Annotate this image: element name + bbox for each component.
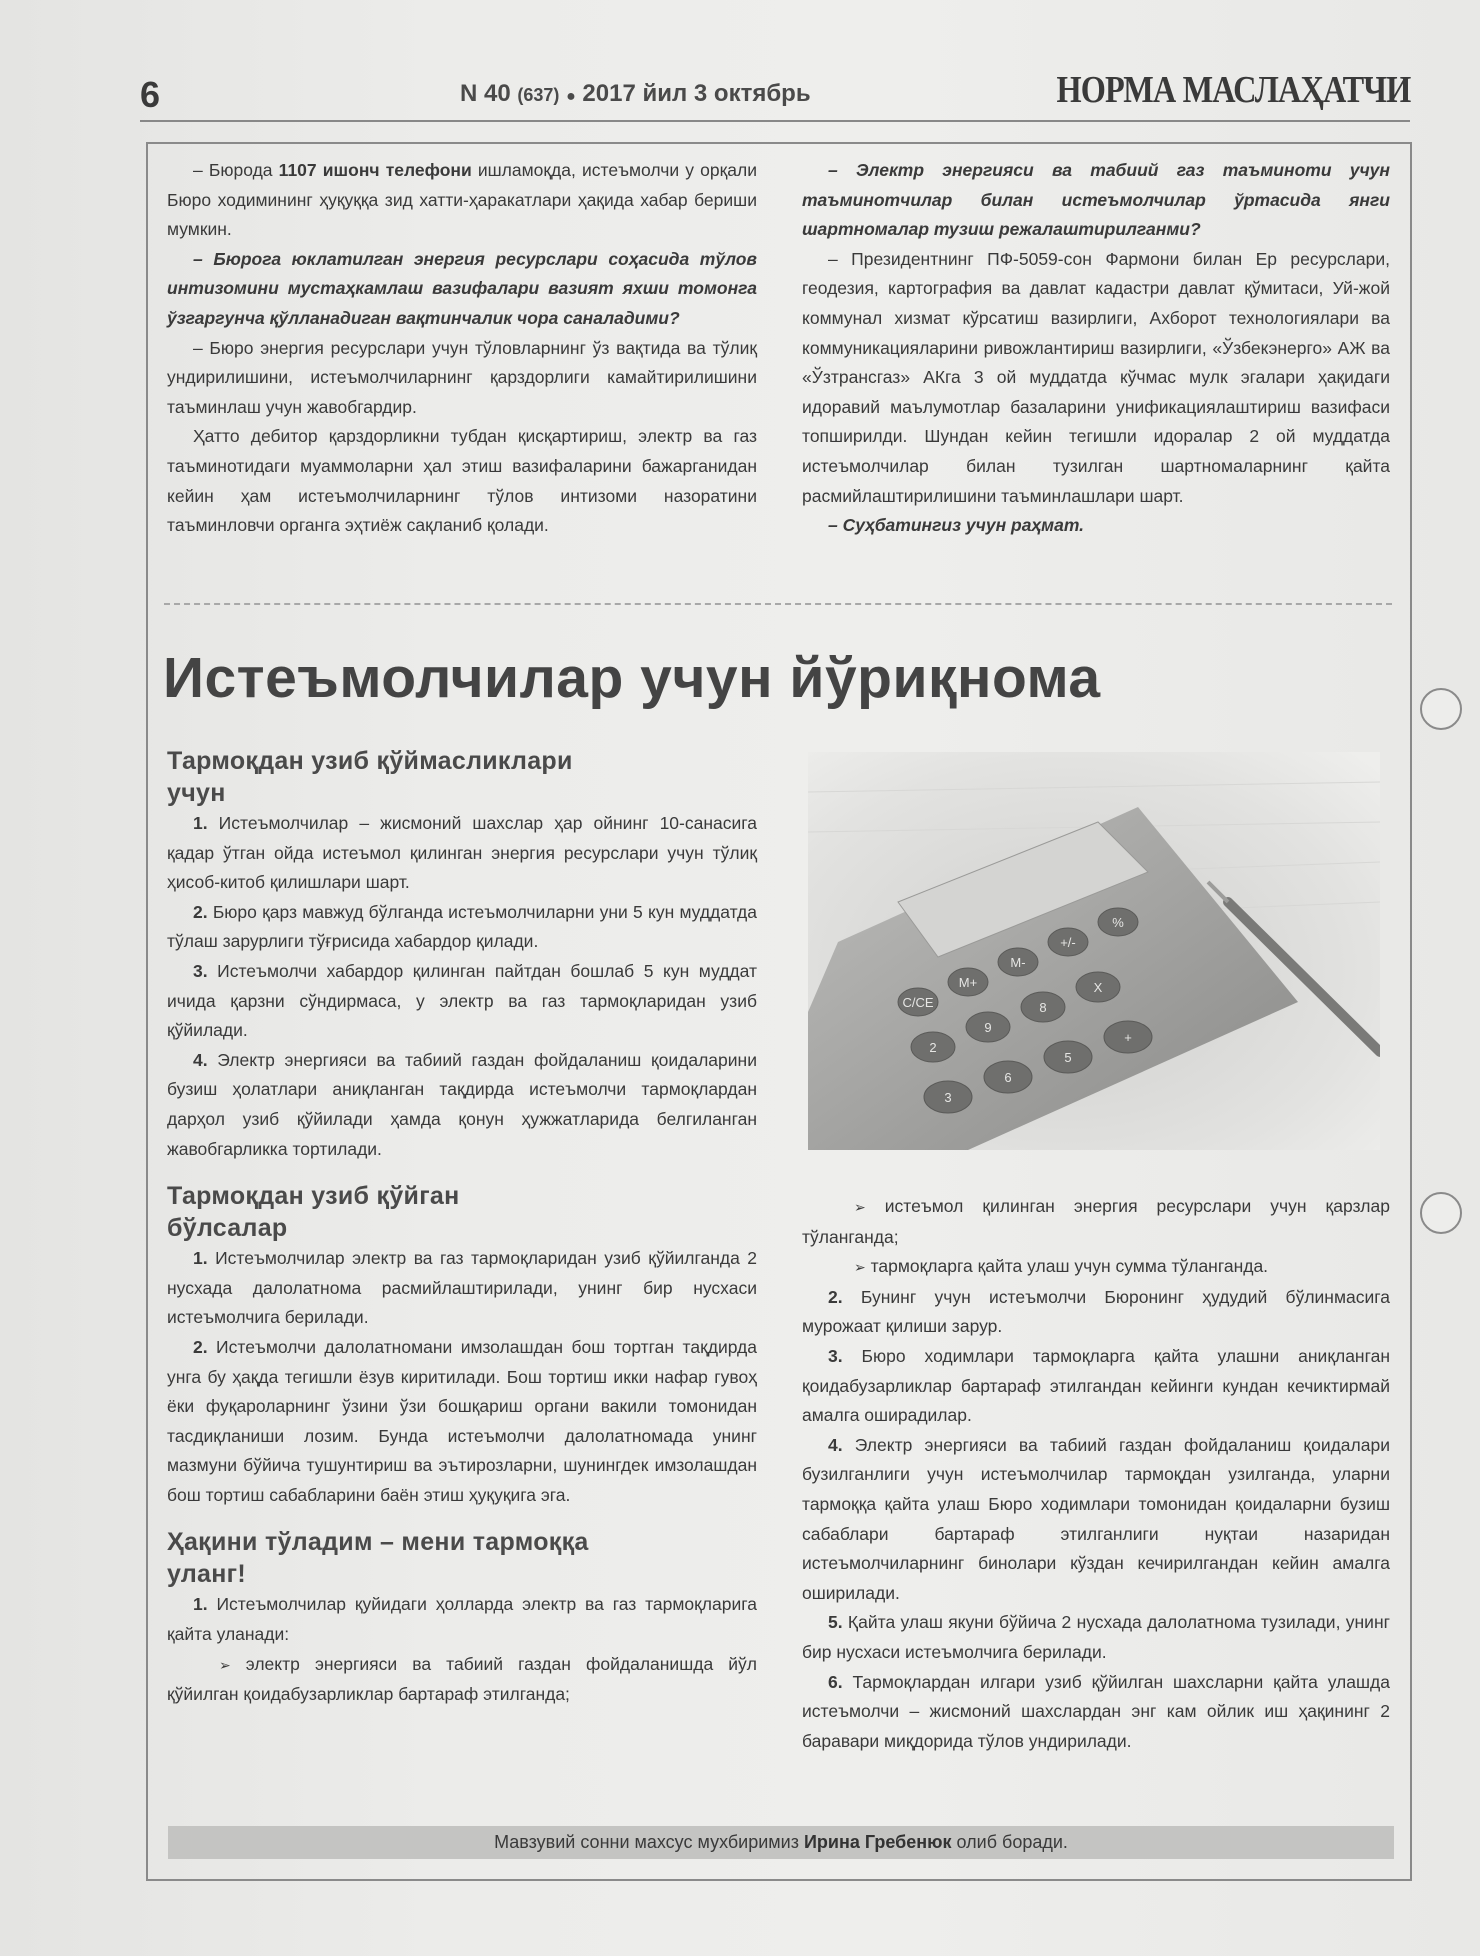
s1-list <box>167 809 757 1164</box>
calculator-key-label: + <box>1124 1030 1132 1045</box>
question: – Бюрога юклатилган энергия ресурслари соҳасида тўлов интизомини мустаҳкамлаш вазифалари вазият яхши томонга ўзгаргунча қўлланадиган вақтинчалик чора саналадими? <box>167 248 757 328</box>
page-header <box>140 66 1410 118</box>
bullet-icon: ● <box>566 88 576 105</box>
interview-left-column <box>167 156 757 541</box>
calculator-key-label: 2 <box>929 1040 937 1055</box>
calculator-key-label: 6 <box>1004 1070 1012 1085</box>
arrow-icon: ➢ <box>219 1656 231 1673</box>
punch-hole <box>1420 688 1462 730</box>
calculator-key-label: M+ <box>958 975 978 990</box>
list-item: 2. Бюро қарз мавжуд бўлганда истеъмолчиларни уни 5 кун муддатда тўлаш зарурлиги тўғрисида хабардор қилади. <box>167 901 757 952</box>
section-heading: Тармоқдан узиб қўймасликлари учун <box>167 747 573 807</box>
issue-number: N 40 <box>460 80 511 107</box>
bullet-item: ➢ истеъмол қилинган энергия ресурслари учун қарзлар тўланганда; <box>802 1192 1390 1252</box>
bullet-item: ➢ тармоқларга қайта улаш учун сумма тўланганда. <box>802 1252 1390 1283</box>
calculator-key-label: +/- <box>1060 935 1076 950</box>
punch-hole <box>1420 1192 1462 1234</box>
list-item: 1. Истеъмолчилар электр ва газ тармоқларидан узиб қўйилганда 2 нусхада далолатнома расмийлаштирилади, унинг бир нусхаси истеъмолчига берилади. <box>167 1248 757 1328</box>
author-credit-bar: Мавзувий сонни махсус мухбиримиз Ирина Гребенюк олиб боради. <box>168 1826 1394 1859</box>
bullet-item: ➢ электр энергияси ва табиий газдан фойдаланишда йўл қўйилган қоидабузарликлар бартараф этилганда; <box>167 1650 757 1710</box>
list-item: 2. Истеъмолчи далолатномани имзолашдан бош тортган тақдирда унга бу ҳақда тегишли ёзув киритилади. Бош тортиш икки нафар гувоҳ ёки фуқароларнинг ўзини ўзи бошқариш органи вакили томонидан тасдиқланиши лозим. Бунда истеъмолчи далолатномада унинг мазмуни бўйича тушунтириш ва эътирозларни, шунингдек имзолашдан бош тортиш сабабларини баён этиш ҳуқуқига эга. <box>167 1336 757 1505</box>
list-item: 3. Бюро ходимлари тармоқларга қайта улашни аниқланган қоидабузарликлар бартараф этилгандан кейинги кундан кечиктирмай амалга оширадилар. <box>802 1345 1390 1426</box>
paragraph: – Бюро энергия ресурслари учун тўловларнинг ўз вақтида ва тўлиқ ундирилишини, истеъмолчиларнинг қарздорлиги камайтирилишини таъминлаш учун жавобгардир. <box>167 337 757 417</box>
arrow-icon: ➢ <box>854 1199 866 1215</box>
interview-right-column <box>802 156 1390 541</box>
list-item: 3. Истеъмолчи хабардор қилинган пайтдан бошлаб 5 кун муддат ичида қарзни сўндирмаса, у электр ва газ тармоқларидан узиб қўйилади. <box>167 960 757 1041</box>
calculator-key-label: 5 <box>1064 1050 1072 1065</box>
guide-title: Истеъмолчилар учун йўриқнома <box>163 646 1101 710</box>
list-item: 2. Бунинг учун истеъмолчи Бюронинг ҳудудий бўлинмасига мурожаат қилиши зарур. <box>802 1286 1390 1337</box>
paragraph: Ҳатто дебитор қарздорликни тубдан қисқартириш, электр ва газ таъминотидаги муаммоларни ҳал этиш вазифаларини бажарганидан кейин ҳам истеъмолчиларнинг тўлов интизоми назоратини таъминловчи органга эҳтиёж сақланиб қолади. <box>167 426 757 536</box>
calculator-key-label: M- <box>1010 955 1026 970</box>
calculator-key-label: % <box>1112 915 1124 930</box>
closing-thanks: – Суҳбатингиз учун раҳмат. <box>828 515 1085 536</box>
arrow-icon: ➢ <box>854 1259 866 1276</box>
calculator-key-label: 3 <box>944 1090 952 1105</box>
calculator-key-label: C/CE <box>902 995 934 1010</box>
calculator-key-label: 8 <box>1039 1000 1047 1015</box>
calculator-image <box>808 752 1380 1150</box>
calculator-key-label: 9 <box>984 1020 992 1035</box>
issue-info <box>460 80 811 108</box>
paragraph: – Бюрода 1107 ишонч телефони ишламоқда, истеъмолчи у орқали Бюро ходимининг ҳуқуққа зид хатти-ҳаракатлари ҳақида хабар бериши мумкин. <box>167 160 757 240</box>
section-heading: Ҳақини тўладим – мени тармоққа уланг! <box>167 1528 589 1589</box>
s2-list <box>167 1244 757 1510</box>
issue-date: 2017 йил 3 октябрь <box>582 80 811 107</box>
calculator-key-label: X <box>1093 980 1103 995</box>
section-separator <box>164 603 1392 605</box>
guide-right-column <box>802 1192 1390 1756</box>
issue-sub: (637) <box>517 85 560 105</box>
section-heading: Тармоқдан узиб қўйган бўлсалар <box>167 1182 460 1243</box>
author-name: Ирина Гребенюк <box>803 1832 952 1852</box>
question: – Электр энергияси ва табиий газ таъминоти учун таъминотчилар билан истеъмолчилар ўртасида янги шартномалар тузиш режалаштирилганми? <box>802 160 1390 240</box>
page-number: 6 <box>140 74 161 115</box>
right-list <box>802 1283 1390 1757</box>
calculator-photo <box>808 752 1380 1150</box>
paragraph: – Президентнинг ПФ-5059-сон Фармони билан Ер ресурслари, геодезия, картография ва давлат кадастри давлат қўмитаси, Уй-жой коммунал хизмат кўрсатиш вазирлиги, Ахборот технологиялари ва коммуникацияларини ривожлантириш вазирлиги, «Ўзбекэнерго» АЖ ва «Ўзтрансгаз» АКга 3 ой муддатда кўчмас мулк эгалари ҳақидаги идоравий маълумотлар базаларини унификациялаштириш вазифаси топширилди. Шундан кейин тегишли идоралар 2 ой муддатда истеъмолчилар билан тузилган шартномаларнинг қайта расмийлаштирилишини таъминлашлари шарт. <box>802 248 1390 506</box>
list-item: 4. Электр энергияси ва табиий газдан фойдаланиш қоидаларини бузиш ҳолатлари аниқланган тақдирда истеъмолчи тармоқлардан дарҳол узиб қўйилади ҳамда қонун ҳужжатларида белгиланган жавобгарликка тортилади. <box>167 1049 757 1159</box>
newspaper-brand: НОРМА МАСЛАҲАТЧИ <box>1056 69 1410 111</box>
list-item: 5. Қайта улаш якуни бўйича 2 нусхада далолатнома тузилади, унинг бир нусхаси истеъмолчига берилади. <box>802 1612 1390 1662</box>
list-item: 4. Электр энергияси ва табиий газдан фойдаланиш қоидалари бузилганлиги учун истеъмолчилар тармоқдан узилганда, уларни тармоққа қайта улаш Бюро ходимлари томонидан қоидаларни бузиш сабаблари бартараф этилганлиги нуқтаи назаридан истеъмолчиларнинг бинолари кўздан кечирилгандан кейин амалга оширилади. <box>802 1434 1390 1603</box>
list-item: 1. Истеъмолчилар – жисмоний шахслар ҳар ойнинг 10-санасига қадар ўтган ойда истеъмол қилинган энергия ресурслари учун тўлиқ ҳисоб-китоб қилишлари шарт. <box>167 813 757 893</box>
header-rule <box>140 120 1410 122</box>
guide-left-column <box>167 745 757 1710</box>
hotline-bold: 1107 ишонч телефони <box>278 160 472 180</box>
list-item: 6. Тармоқлардан илгари узиб қўйилган шахсларни қайта улашда истеъмолчи – жисмоний шахслардан энг кам ойлик иш ҳақининг 2 баравари миқдорида тўлов ундирилади. <box>802 1671 1390 1751</box>
list-item: 1. Истеъмолчилар қуйидаги ҳолларда электр ва газ тармоқларига қайта уланади: <box>167 1594 757 1645</box>
